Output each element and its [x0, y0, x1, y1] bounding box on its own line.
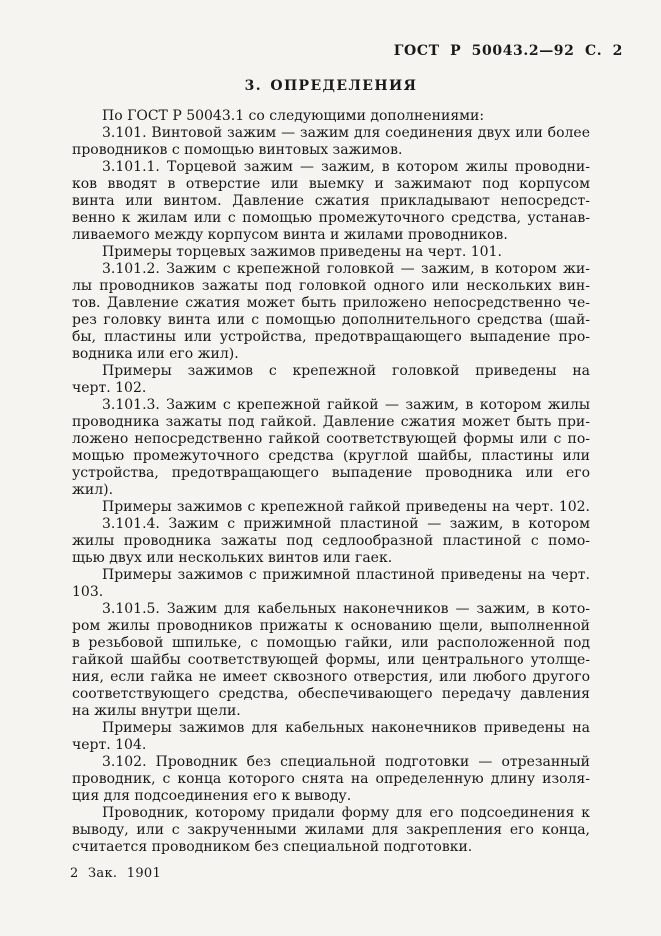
section-title: 3. ОПРЕДЕЛЕНИЯ [244, 78, 418, 94]
text-line: 3.101. Винтовой зажим — зажим для соединения двух или более [102, 125, 590, 141]
text-line: жилы проводника зажаты под седлообразной пластиной с помо- [72, 533, 590, 549]
text-line: 3.101.5. Зажим для кабельных наконечников — зажим, в кото- [102, 601, 590, 617]
text-line: винта или винтом. Давление сжатия прикладывают непосредст- [72, 193, 590, 209]
text-line: лы проводников зажаты под головкой одного или нескольких вин- [72, 278, 590, 294]
text-line: 3.101.3. Зажим с крепежной гайкой — зажим, в котором жилы [102, 397, 590, 413]
text-line: 3.101.2. Зажим с крепежной головкой — зажим, в котором жи- [102, 261, 590, 277]
page-header: ГОСТ Р 50043.2—92 С. 2 [393, 43, 623, 59]
text-line: ливаемого между корпусом винта и жилами проводников. [72, 227, 508, 243]
text-line: черт. 102. [72, 380, 147, 396]
text-line: проводника зажаты под гайкой. Давление сжатия может быть при- [72, 414, 590, 430]
text-line: проводников с помощью винтовых зажимов. [72, 142, 403, 158]
text-line: ложено непосредственно гайкой соответствующей формы или с по- [72, 431, 590, 447]
text-line: выводу, или с закрученными жилами для закрепления его конца, [72, 822, 590, 838]
text-line: Примеры зажимов с прижимной пластиной приведены на черт. [102, 567, 590, 583]
text-line: черт. 104. [72, 737, 147, 753]
text-line: рез головку винта или с помощью дополнительного средства (шай- [72, 312, 590, 328]
text-line: ния, если гайка не имеет сквозного отверстия, или любого другого [72, 669, 590, 685]
text-line: ков вводят в отверстие или выемку и зажимают под корпусом [72, 176, 590, 192]
text-line: Примеры зажимов с крепежной гайкой приведены на черт. 102. [102, 499, 590, 515]
text-line: Примеры зажимов для кабельных наконечников приведены на [102, 720, 590, 736]
text-line: водника или его жил). [72, 346, 239, 362]
text-line: венно к жилам или с помощью промежуточного средства, устанав- [72, 210, 590, 226]
text-line: на жилы внутри щели. [72, 703, 241, 719]
text-line: ция для подсоединения его к выводу. [72, 788, 352, 804]
text-line: устройства, предотвращающего выпадение проводника или его [72, 465, 590, 481]
text-line: считается проводником без специальной подготовки. [72, 839, 473, 855]
text-line: жил). [72, 482, 114, 498]
text-line: Проводник, которому придали форму для его подсоединения к [102, 805, 590, 821]
text-line: мощью промежуточного средства (круглой шайбы, пластины или [72, 448, 590, 464]
page-footer: 2 Зак. 1901 [70, 866, 162, 881]
text-line: 3.101.4. Зажим с прижимной пластиной — зажим, в котором [102, 516, 590, 532]
text-line: По ГОСТ Р 50043.1 со следующими дополнениями: [102, 108, 485, 124]
text-line: Примеры торцевых зажимов приведены на черт. 101. [102, 244, 502, 260]
text-line: бы, пластины или устройства, предотвращающего выпадение про- [72, 329, 590, 345]
text-line: соответствующего средства, обеспечивающего передачу давления [72, 686, 590, 702]
text-line: 103. [72, 584, 104, 600]
text-line: ром жилы проводников прижаты к основанию щели, выполненной [72, 618, 590, 634]
text-line: Примеры зажимов с крепежной головкой приведены на [102, 363, 590, 379]
text-line: в резьбовой шпильке, с помощью гайки, или расположенной под [72, 635, 590, 651]
document-body [72, 108, 590, 856]
text-line: тов. Давление сжатия может быть приложено непосредственно че- [72, 295, 590, 311]
text-line: гайкой шайбы соответствующей формы, или центрального утолще- [72, 652, 590, 668]
text-line: 3.102. Проводник без специальной подготовки — отрезанный [102, 754, 590, 770]
text-line: 3.101.1. Торцевой зажим — зажим, в котором жилы проводни- [102, 159, 590, 175]
text-line: щью двух или нескольких винтов или гаек. [72, 550, 393, 566]
text-line: проводник, с конца которого снята на определенную длину изоля- [72, 771, 590, 787]
